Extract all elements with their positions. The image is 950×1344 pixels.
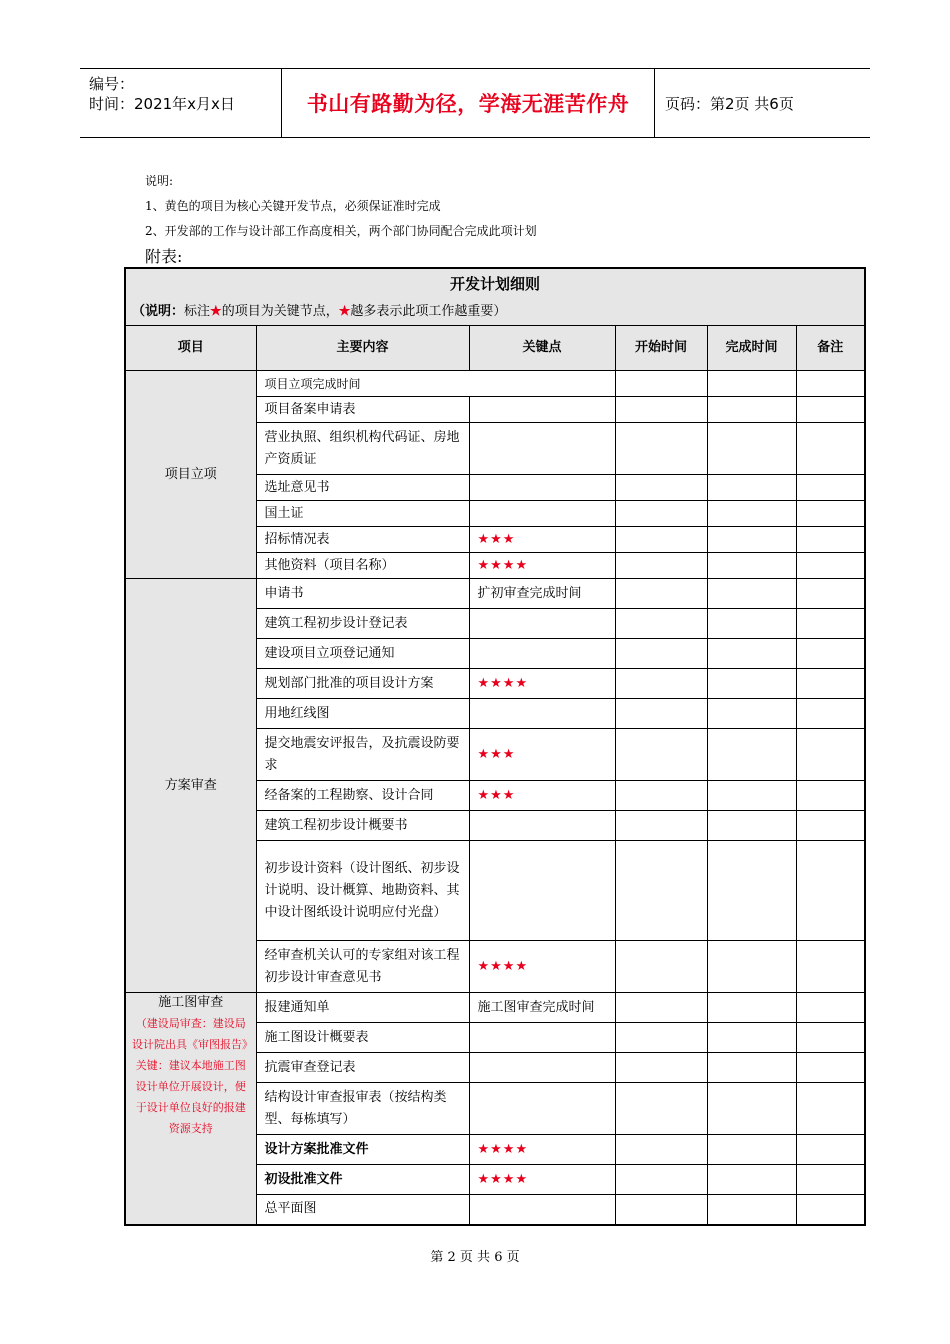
start-time-cell[interactable]	[615, 1165, 707, 1195]
finish-time-cell[interactable]	[707, 609, 796, 639]
key-point-cell	[469, 941, 615, 993]
subtitle-part-c: 越多表示此项工作越重要）	[350, 304, 507, 319]
content-cell: 施工图设计概要表	[256, 1023, 469, 1053]
finish-time-cell[interactable]	[707, 1195, 796, 1225]
content-cell: 项目立项完成时间	[256, 371, 615, 397]
start-time-cell[interactable]	[615, 669, 707, 699]
finish-time-cell[interactable]	[707, 527, 796, 553]
content-cell: 营业执照、组织机构代码证、房地产资质证	[256, 423, 469, 475]
section-name: 方案审查	[164, 777, 217, 793]
key-point-cell	[469, 397, 615, 423]
page-number-label: 页码：第2页 共6页	[665, 94, 794, 113]
key-point-cell	[469, 1053, 615, 1083]
content-cell: 设计方案批准文件	[256, 1135, 469, 1165]
start-time-cell[interactable]	[615, 475, 707, 501]
key-point-cell	[469, 841, 615, 941]
finish-time-cell[interactable]	[707, 669, 796, 699]
document-time-label: 时间：2021年x月x日	[89, 95, 235, 113]
column-header-row	[125, 326, 865, 371]
key-point-cell	[469, 423, 615, 475]
remarks-cell[interactable]	[796, 553, 865, 579]
start-time-cell[interactable]	[615, 1023, 707, 1053]
finish-time-cell[interactable]	[707, 1083, 796, 1135]
section-cell	[125, 371, 256, 579]
finish-time-cell[interactable]	[707, 639, 796, 669]
key-point-cell	[469, 553, 615, 579]
section-note-key: 关键：建议本地施工图设计单位开展设计，便于设计单位良好的报建资源支持	[135, 1059, 246, 1135]
remarks-cell[interactable]	[796, 397, 865, 423]
content-cell: 建设项目立项登记通知	[256, 639, 469, 669]
start-time-cell[interactable]	[615, 841, 707, 941]
finish-time-cell[interactable]	[707, 781, 796, 811]
start-time-cell[interactable]	[615, 609, 707, 639]
table-row	[125, 993, 865, 1023]
column-header-finish: 完成时间	[707, 326, 796, 371]
header-page-info	[655, 69, 870, 137]
column-header-remarks: 备注	[796, 326, 865, 371]
section-cell	[125, 579, 256, 993]
notes-heading: 说明:	[145, 174, 174, 188]
key-point-cell	[469, 1195, 615, 1225]
remarks-cell[interactable]	[796, 609, 865, 639]
finish-time-cell[interactable]	[707, 699, 796, 729]
key-point-cell	[469, 1023, 615, 1053]
remarks-cell[interactable]	[796, 669, 865, 699]
start-time-cell[interactable]	[615, 639, 707, 669]
content-cell: 结构设计审查报审表（按结构类型、每栋填写）	[256, 1083, 469, 1135]
remarks-cell[interactable]	[796, 1165, 865, 1195]
remarks-cell[interactable]	[796, 501, 865, 527]
start-time-cell[interactable]	[615, 941, 707, 993]
start-time-cell[interactable]	[615, 423, 707, 475]
header-meta	[80, 69, 282, 137]
key-point-cell	[469, 639, 615, 669]
key-point-cell	[469, 475, 615, 501]
key-text: 施工图审查完成时间	[477, 999, 595, 1015]
key-point-cell	[469, 811, 615, 841]
content-cell: 选址意见书	[256, 475, 469, 501]
table-subtitle	[126, 301, 864, 323]
start-time-cell[interactable]	[615, 1053, 707, 1083]
remarks-cell[interactable]	[796, 811, 865, 841]
finish-time-cell[interactable]	[707, 579, 796, 609]
finish-time-cell[interactable]	[707, 501, 796, 527]
appendix-label: 附表:	[145, 247, 183, 266]
column-header-content: 主要内容	[256, 326, 469, 371]
key-point-cell	[469, 1165, 615, 1195]
key-stars: ★★★★	[477, 675, 529, 691]
remarks-cell[interactable]	[796, 729, 865, 781]
key-point-cell	[469, 729, 615, 781]
finish-time-cell[interactable]	[707, 811, 796, 841]
start-time-cell[interactable]	[615, 993, 707, 1023]
remarks-cell[interactable]	[796, 371, 865, 397]
content-cell: 经审查机关认可的专家组对该工程初步设计审查意见书	[256, 941, 469, 993]
start-time-cell[interactable]	[615, 1083, 707, 1135]
remarks-cell[interactable]	[796, 1053, 865, 1083]
finish-time-cell[interactable]	[707, 1135, 796, 1165]
key-stars: ★★★	[477, 531, 516, 547]
subtitle-part-a: 标注	[184, 304, 211, 319]
document-number-label: 编号：	[89, 75, 135, 93]
remarks-cell[interactable]	[796, 993, 865, 1023]
start-time-cell[interactable]	[615, 553, 707, 579]
remarks-cell[interactable]	[796, 527, 865, 553]
star-icon: ★	[210, 304, 222, 319]
key-point-cell	[469, 501, 615, 527]
key-point-cell	[469, 1083, 615, 1135]
start-time-cell[interactable]	[615, 501, 707, 527]
remarks-cell[interactable]	[796, 781, 865, 811]
remarks-cell[interactable]	[796, 1023, 865, 1053]
remarks-cell[interactable]	[796, 941, 865, 993]
subtitle-open: （说明：	[132, 304, 185, 319]
content-cell: 总平面图	[256, 1195, 469, 1225]
finish-time-cell[interactable]	[707, 941, 796, 993]
finish-time-cell[interactable]	[707, 553, 796, 579]
start-time-cell[interactable]	[615, 527, 707, 553]
column-header-key: 关键点	[469, 326, 615, 371]
page-header	[80, 68, 870, 138]
section-cell	[125, 993, 256, 1225]
finish-time-cell[interactable]	[707, 841, 796, 941]
finish-time-cell[interactable]	[707, 475, 796, 501]
remarks-cell[interactable]	[796, 639, 865, 669]
key-point-cell	[469, 993, 615, 1023]
finish-time-cell[interactable]	[707, 729, 796, 781]
start-time-cell[interactable]	[615, 781, 707, 811]
start-time-cell[interactable]	[615, 397, 707, 423]
remarks-cell[interactable]	[796, 1135, 865, 1165]
development-plan-table	[124, 267, 866, 1226]
start-time-cell[interactable]	[615, 579, 707, 609]
start-time-cell[interactable]	[615, 729, 707, 781]
content-cell: 提交地震安评报告，及抗震设防要求	[256, 729, 469, 781]
notes-line-2: 2、开发部的工作与设计部工作高度相关，两个部门协同配合完成此项计划	[145, 224, 537, 238]
content-cell: 建筑工程初步设计概要书	[256, 811, 469, 841]
star-icon: ★	[338, 304, 351, 319]
start-time-cell[interactable]	[615, 811, 707, 841]
key-stars: ★★★★	[477, 557, 529, 573]
header-motto: 书山有路勤为径，学海无涯苦作舟	[282, 69, 655, 137]
start-time-cell[interactable]	[615, 1195, 707, 1225]
finish-time-cell[interactable]	[707, 1023, 796, 1053]
remarks-cell[interactable]	[796, 475, 865, 501]
start-time-cell[interactable]	[615, 699, 707, 729]
remarks-cell[interactable]	[796, 699, 865, 729]
section-note-review: （建设局审查：建设局设计院出具《审图报告》	[132, 1017, 253, 1051]
content-cell: 国土证	[256, 501, 469, 527]
content-cell: 初设批准文件	[256, 1165, 469, 1195]
key-stars: ★★★	[477, 787, 516, 803]
content-cell: 初步设计资料（设计图纸、初步设计说明、设计概算、地勘资料、其中设计图纸设计说明应付光盘）	[256, 841, 469, 941]
content-cell: 建筑工程初步设计登记表	[256, 609, 469, 639]
section-name: 项目立项	[164, 466, 217, 482]
content-cell: 其他资料（项目名称）	[256, 553, 469, 579]
finish-time-cell[interactable]	[707, 371, 796, 397]
content-cell: 规划部门批准的项目设计方案	[256, 669, 469, 699]
content-cell: 抗震审查登记表	[256, 1053, 469, 1083]
table-title-cell	[125, 268, 865, 326]
subtitle-part-b: 的项目为关键节点，	[221, 304, 339, 319]
key-stars: ★★★★	[477, 1141, 529, 1157]
remarks-cell[interactable]	[796, 579, 865, 609]
table-title: 开发计划细则	[450, 275, 541, 293]
content-cell: 项目备案申请表	[256, 397, 469, 423]
key-point-cell	[469, 579, 615, 609]
key-stars: ★★★★	[477, 1171, 529, 1187]
start-time-cell[interactable]	[615, 1135, 707, 1165]
column-header-start: 开始时间	[615, 326, 707, 371]
content-cell: 报建通知单	[256, 993, 469, 1023]
start-time-cell[interactable]	[615, 371, 707, 397]
remarks-cell[interactable]	[796, 841, 865, 941]
key-point-cell	[469, 669, 615, 699]
notes-line-1: 1、黄色的项目为核心关键开发节点，必须保证准时完成	[145, 199, 441, 213]
column-header-project: 项目	[125, 326, 256, 371]
key-stars: ★★★★	[477, 958, 529, 974]
section-name: 施工图审查	[158, 995, 224, 1010]
table-row	[125, 371, 865, 397]
finish-time-cell[interactable]	[707, 1053, 796, 1083]
key-point-cell	[469, 699, 615, 729]
content-cell: 招标情况表	[256, 527, 469, 553]
remarks-cell[interactable]	[796, 1195, 865, 1225]
key-point-cell	[469, 781, 615, 811]
key-point-cell	[469, 1135, 615, 1165]
content-cell: 申请书	[256, 579, 469, 609]
finish-time-cell[interactable]	[707, 993, 796, 1023]
finish-time-cell[interactable]	[707, 397, 796, 423]
key-stars: ★★★	[477, 746, 516, 762]
content-cell: 经备案的工程勘察、设计合同	[256, 781, 469, 811]
content-cell: 用地红线图	[256, 699, 469, 729]
page-footer: 第 2 页 共 6 页	[430, 1250, 520, 1265]
key-text: 扩初审查完成时间	[477, 585, 582, 601]
key-point-cell	[469, 609, 615, 639]
finish-time-cell[interactable]	[707, 423, 796, 475]
remarks-cell[interactable]	[796, 1083, 865, 1135]
key-point-cell	[469, 527, 615, 553]
remarks-cell[interactable]	[796, 423, 865, 475]
finish-time-cell[interactable]	[707, 1165, 796, 1195]
table-row	[125, 579, 865, 609]
